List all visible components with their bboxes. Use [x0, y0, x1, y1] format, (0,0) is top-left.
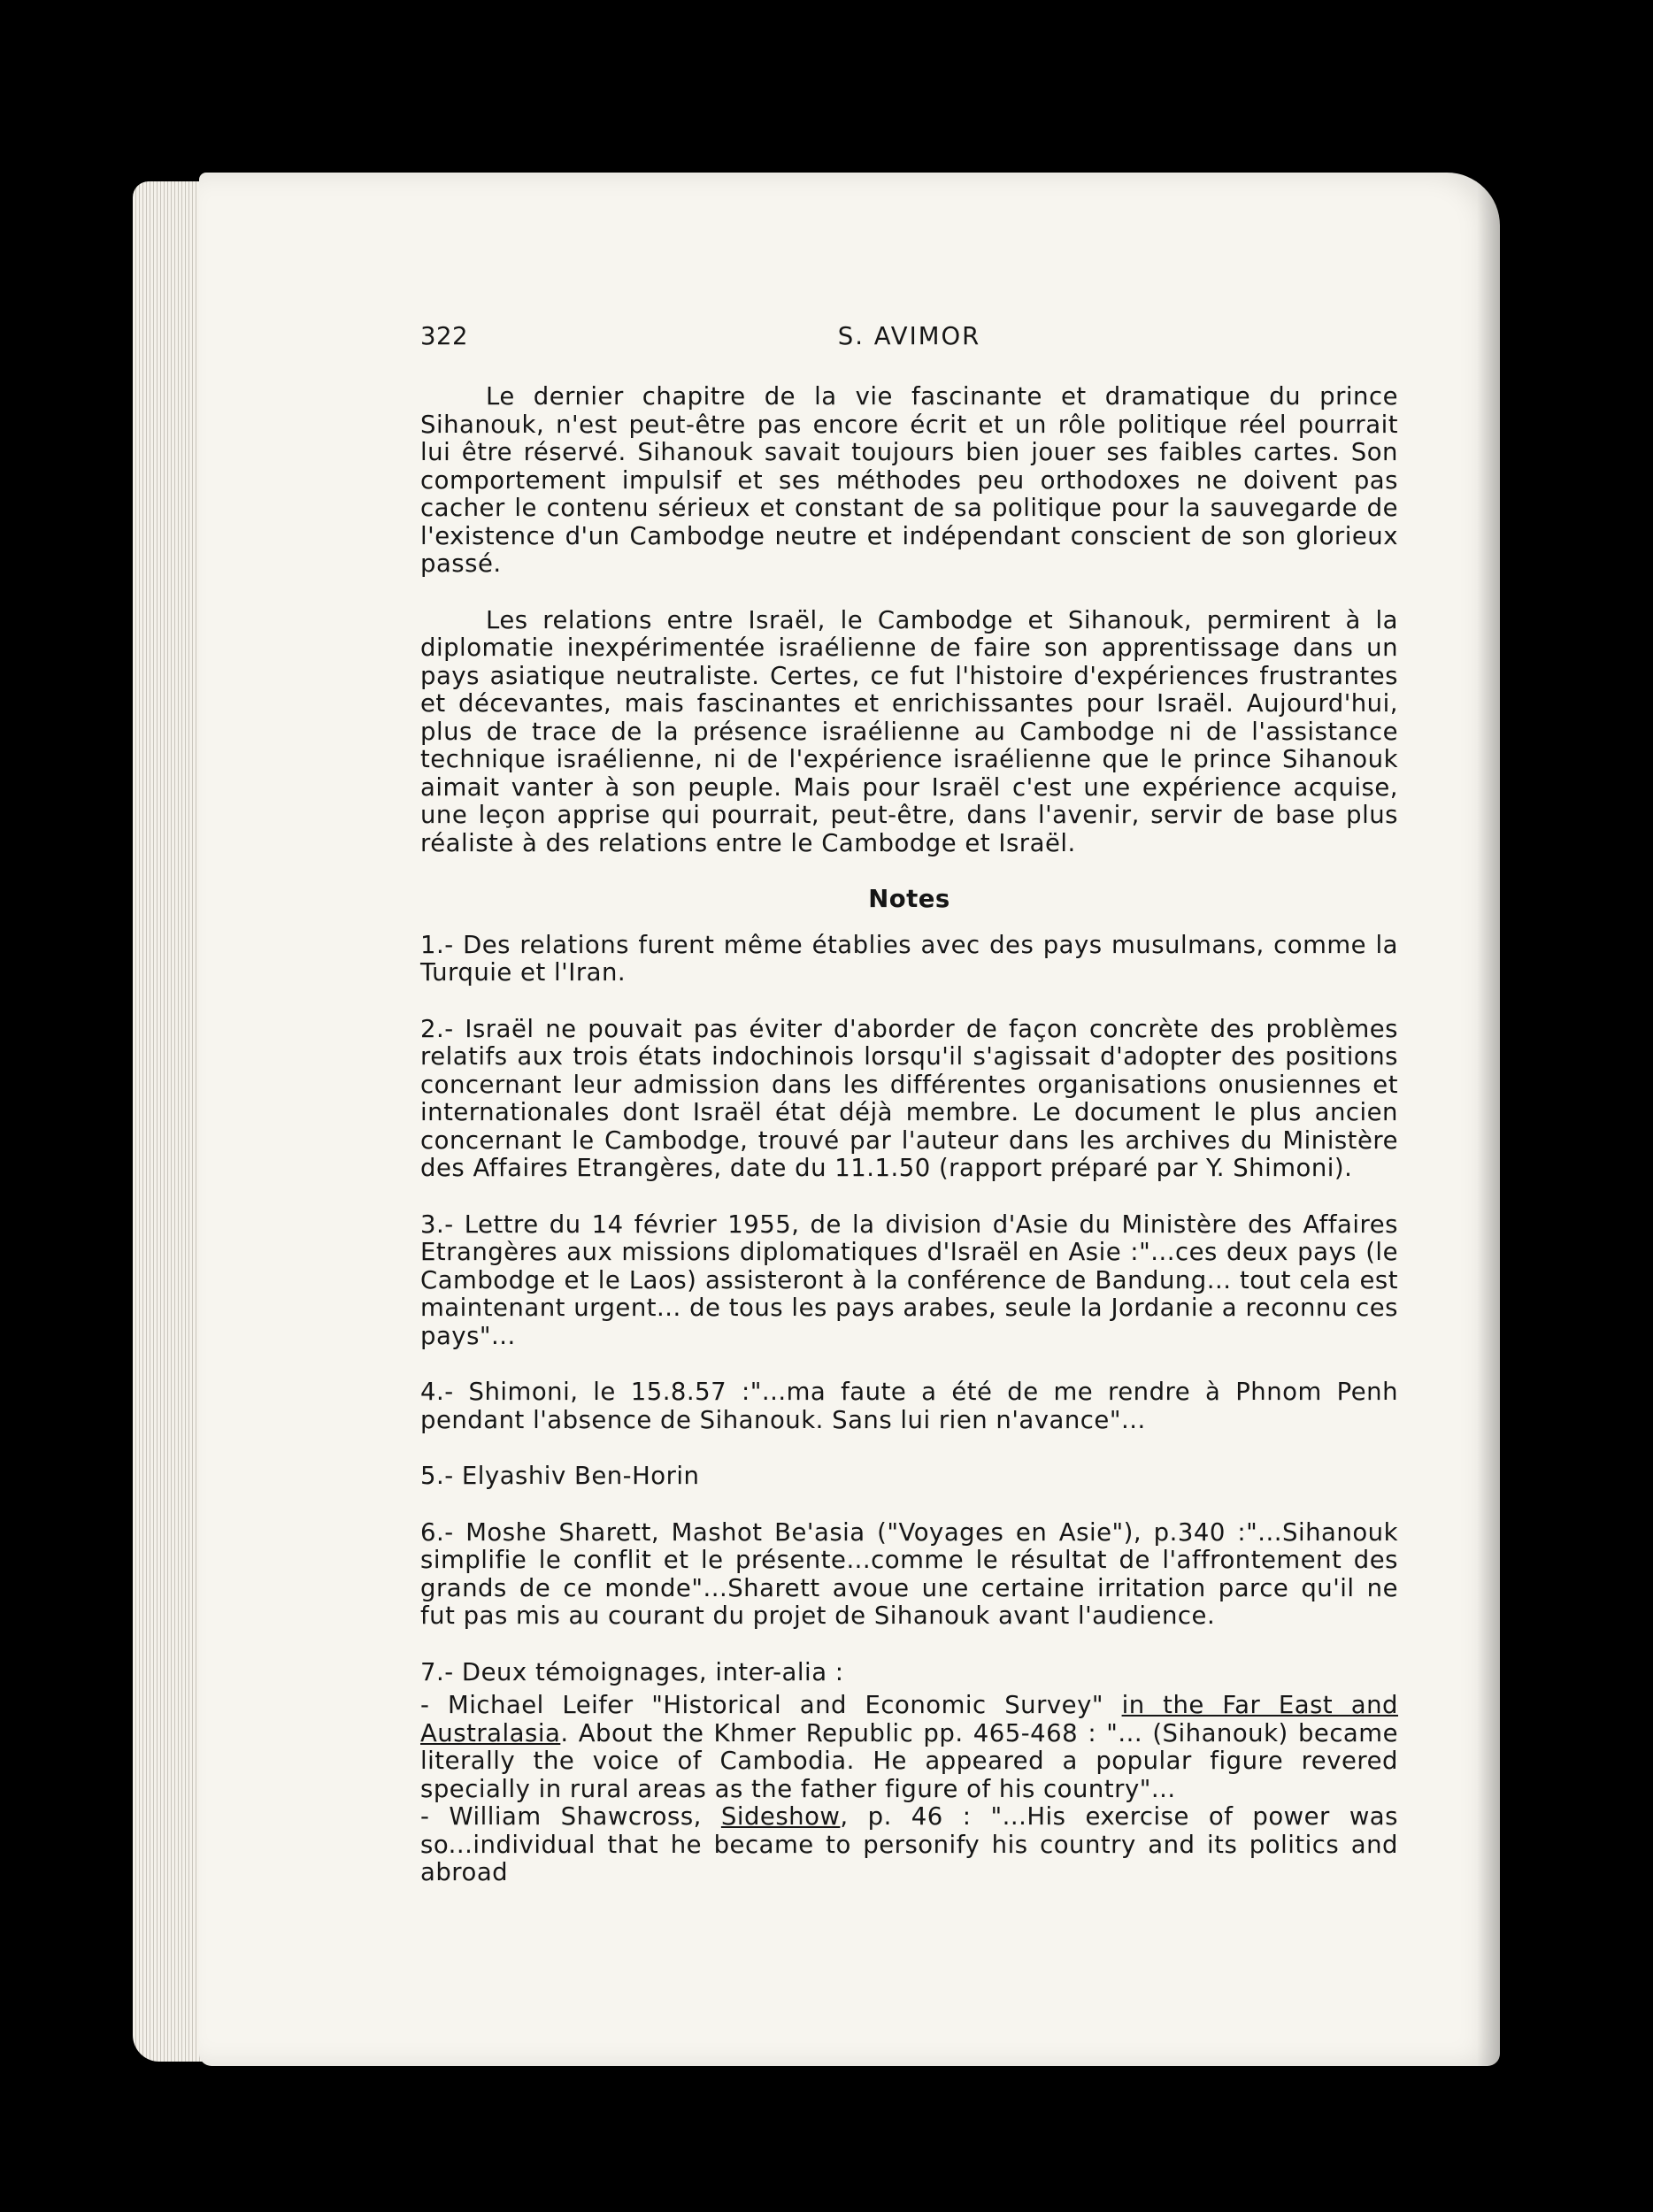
note-3: 3.- Lettre du 14 février 1955, de la division d'Asie du Ministère des Affaires Etrangères aux missions diplomatiques d'Israël en Asie :"...ces deux pays (le Cambodge et le Laos) assisteront à la conférence de Bandung... tout cela est maintenant urgent... de tous les pays arabes, seule la Jordanie a reconnu ces pays"... [420, 1210, 1398, 1350]
testimony-source: in the Far East and Australasia [420, 1691, 1398, 1747]
note-2: 2.- Israël ne pouvait pas éviter d'aborder de façon concrète des problèmes relatifs aux trois états indochinois lorsqu'il s'agissait d'adopter des positions concernant leur admission dans les différentes organisations onusiennes et internationales dont Israël état déjà membre. Le document le plus ancien concernant le Cambodge, trouvé par l'auteur dans les archives du Ministère des Affaires Etrangères, date du 11.1.50 (rapport préparé par Y. Shimoni). [420, 1014, 1398, 1182]
testimony-prefix: - William Shawcross, [420, 1802, 721, 1831]
body-paragraph: Le dernier chapitre de la vie fascinante et dramatique du prince Sihanouk, n'est peut-être pas encore écrit et un rôle politique réel pourrait lui être réservé. Sihanouk savait toujours bien jouer ses faibles cartes. Son comportement impulsif et ses méthodes peu orthodoxes ne doivent pas cacher le contenu sérieux et constant de sa politique pour la sauvegarde de l'existence d'un Cambodge neutre et indépendant conscient de son glorieux passé. [420, 382, 1398, 578]
testimony-shawcross [420, 1803, 1398, 1887]
testimony-source: Sideshow [720, 1802, 841, 1831]
testimony-suffix: , p. 46 : "...His exercise of power was so...individual that he became to personify his country and its politics and abroad [420, 1802, 1398, 1886]
testimony-leifer [420, 1692, 1398, 1803]
note-7: 7.- Deux témoignages, inter-alia : [420, 1657, 844, 1686]
body-paragraph: Les relations entre Israël, le Cambodge et Sihanouk, permirent à la diplomatie inexpérimentée israélienne de faire son apprentissage dans un pays asiatique neutraliste. Certes, ce fut l'histoire d'expériences frustrantes et décevantes, mais fascinantes et enrichissantes pour Israël. Aujourd'hui, plus de trace de la présence israélienne au Cambodge ni de l'assistance technique israélienne, ni de l'expérience israélienne que le prince Sihanouk aimait vanter à son peuple. Mais pour Israël c'est une expérience acquise, une leçon apprise qui pourrait, peut-être, dans l'avenir, servir de base plus réaliste à des relations entre le Cambodge et Israël. [420, 605, 1398, 857]
running-title: S. AVIMOR [837, 322, 981, 350]
page-number: 322 [420, 322, 468, 350]
note-6: 6.- Moshe Sharett, Mashot Be'asia ("Voyages en Asie"), p.340 :"...Sihanouk simplifie le conflit et le présente...comme le résultat de l'affrontement des grands de ce monde"...Sharett avoue une certaine irritation parce qu'il ne fut pas mis au courant du projet de Sihanouk avant l'audience. [420, 1517, 1398, 1630]
note-4: 4.- Shimoni, le 15.8.57 :"...ma faute a été de me rendre à Phnom Penh pendant l'absence de Sihanouk. Sans lui rien n'avance"... [420, 1378, 1398, 1434]
running-head [420, 323, 1398, 358]
note-1: 1.- Des relations furent même établies avec des pays musulmans, comme la Turquie et l'Iran. [420, 930, 1398, 987]
testimony-suffix: . About the Khmer Republic pp. 465-468 : "... (Sihanouk) became literally the voice of Cambodia. He appeared a popular figure revered specially in rural areas as the father figure of his country"... [420, 1718, 1398, 1803]
page-content [420, 323, 1398, 1887]
note-5: 5.- Elyashiv Ben-Horin [420, 1462, 700, 1490]
notes-heading: Notes [868, 885, 950, 913]
testimony-prefix: - Michael Leifer "Historical and Economic Survey" [420, 1691, 1122, 1719]
